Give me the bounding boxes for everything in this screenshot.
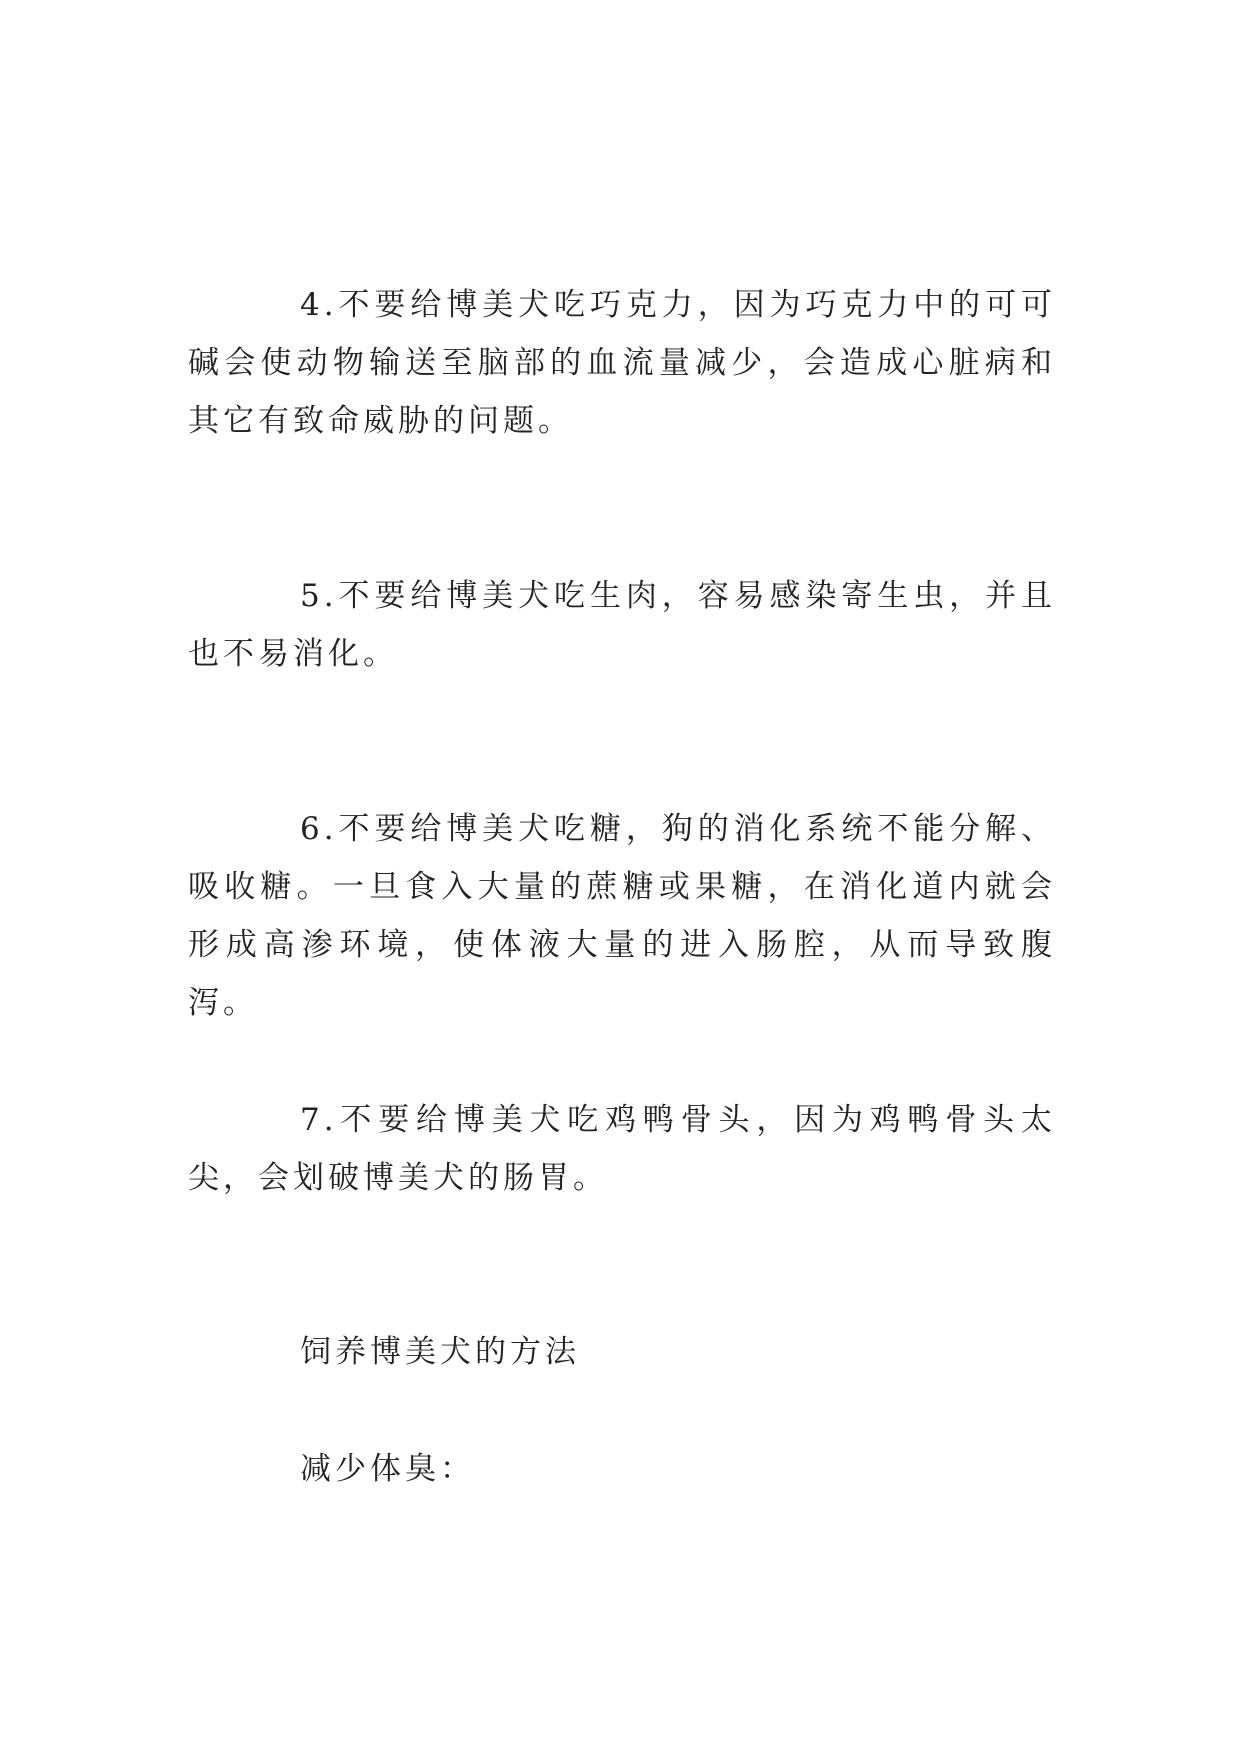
subheading-reduce-odor: 减少体臭：: [300, 1451, 475, 1487]
paragraph-poultry-bones: 7.不要给博美犬吃鸡鸭骨头，因为鸡鸭骨头太尖，会划破博美犬的肠胃。: [188, 1102, 1056, 1196]
section-heading-feeding-method: 饲养博美犬的方法: [300, 1334, 580, 1370]
paragraph-chocolate: 4.不要给博美犬吃巧克力，因为巧克力中的可可碱会使动物输送至脑部的血流量减少，会造成心脏病和其它有致命威胁的问题。: [188, 287, 1056, 439]
paragraph-raw-meat: 5.不要给博美犬吃生肉，容易感染寄生虫，并且也不易消化。: [188, 578, 1056, 672]
paragraph-sugar: 6.不要给博美犬吃糖，狗的消化系统不能分解、吸收糖。一旦食入大量的蔗糖或果糖，在消化道内就会形成高渗环境，使体液大量的进入肠腔，从而导致腹泻。: [188, 811, 1056, 1021]
